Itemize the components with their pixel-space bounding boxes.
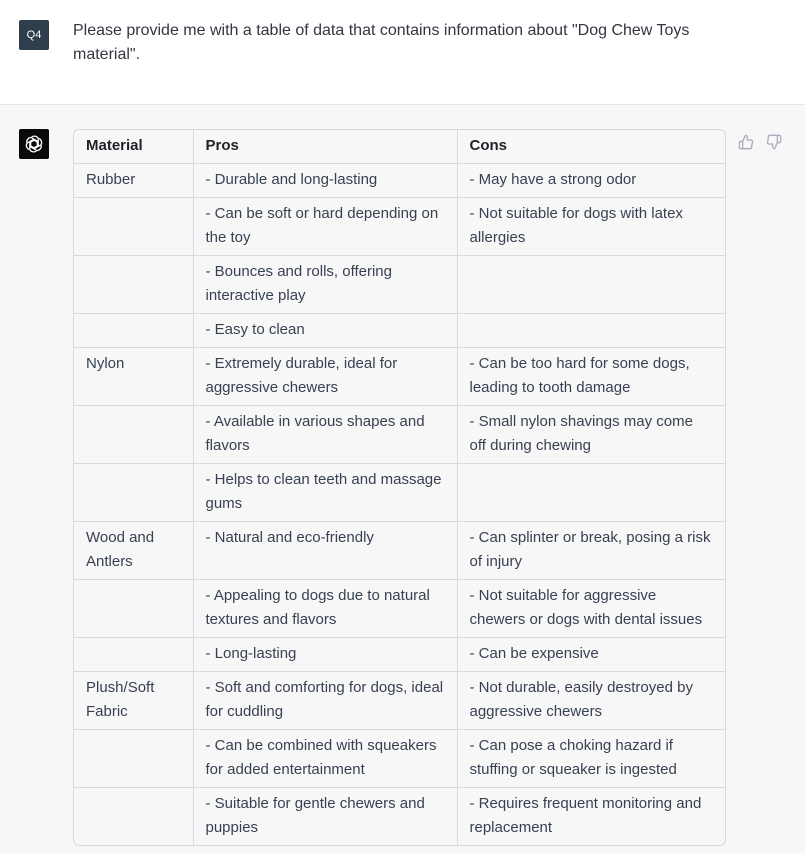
cell-pros: - Soft and comforting for dogs, ideal for cuddling <box>193 672 457 730</box>
table-row <box>74 464 725 522</box>
assistant-response-table <box>73 129 726 846</box>
table-row <box>74 522 725 580</box>
table-row <box>74 164 725 198</box>
cell-cons: - Not suitable for dogs with latex allergies <box>457 198 725 256</box>
cell-pros: - Can be soft or hard depending on the toy <box>193 198 457 256</box>
cell-pros: - Durable and long-lasting <box>193 164 457 198</box>
cell-pros: - Helps to clean teeth and massage gums <box>193 464 457 522</box>
header-material: Material <box>74 130 193 164</box>
cell-material <box>74 788 193 846</box>
cell-cons: - Not durable, easily destroyed by aggressive chewers <box>457 672 725 730</box>
user-avatar: Q4 <box>19 20 49 50</box>
materials-table <box>74 130 725 845</box>
cell-cons <box>457 256 725 314</box>
user-message-row <box>0 0 805 105</box>
cell-cons <box>457 464 725 522</box>
thumbs-up-icon[interactable] <box>736 132 756 152</box>
table-row <box>74 672 725 730</box>
cell-pros: - Suitable for gentle chewers and puppies <box>193 788 457 846</box>
cell-pros: - Long-lasting <box>193 638 457 672</box>
cell-material <box>74 198 193 256</box>
cell-cons: - Can be too hard for some dogs, leading to tooth damage <box>457 348 725 406</box>
table-header-row <box>74 130 725 164</box>
table-row <box>74 580 725 638</box>
cell-material <box>74 314 193 348</box>
cell-cons: - Can splinter or break, posing a risk of injury <box>457 522 725 580</box>
cell-material <box>74 464 193 522</box>
user-message-text: Please provide me with a table of data that contains information about "Dog Chew Toys material". <box>73 22 690 63</box>
cell-pros: - Extremely durable, ideal for aggressive chewers <box>193 348 457 406</box>
thumbs-down-icon[interactable] <box>764 132 784 152</box>
header-pros: Pros <box>193 130 457 164</box>
cell-material <box>74 580 193 638</box>
cell-cons: - Requires frequent monitoring and replacement <box>469 795 702 836</box>
cell-cons: - Small nylon shavings may come off during chewing <box>457 406 725 464</box>
cell-material: Plush/Soft Fabric <box>74 672 193 730</box>
cell-cons: - May have a strong odor <box>457 164 725 198</box>
cell-cons <box>457 314 725 348</box>
openai-logo-icon <box>19 129 49 159</box>
cell-cons: - Not suitable for aggressive chewers or dogs with dental issues <box>457 580 725 638</box>
table-row <box>74 788 725 846</box>
header-cons: Cons <box>457 130 725 164</box>
cell-material <box>74 406 193 464</box>
cell-cons: - Can pose a choking hazard if stuffing or squeaker is ingested <box>457 730 725 788</box>
cell-material <box>74 256 193 314</box>
table-row <box>74 406 725 464</box>
table-row <box>74 638 725 672</box>
cell-pros: - Easy to clean <box>193 314 457 348</box>
cell-material: Wood and Antlers <box>74 522 193 580</box>
cell-pros: - Available in various shapes and flavors <box>193 406 457 464</box>
cell-cons: - Can be expensive <box>457 638 725 672</box>
cell-material: Rubber <box>74 164 193 198</box>
table-row <box>74 730 725 788</box>
table-row <box>74 256 725 314</box>
cell-pros: - Bounces and rolls, offering interactive play <box>193 256 457 314</box>
table-row <box>74 348 725 406</box>
cell-pros: - Can be combined with squeakers for added entertainment <box>193 730 457 788</box>
table-row <box>74 314 725 348</box>
cell-material <box>74 638 193 672</box>
cell-pros: - Appealing to dogs due to natural textures and flavors <box>193 580 457 638</box>
table-row <box>74 198 725 256</box>
cell-material: Nylon <box>74 348 193 406</box>
cell-pros: - Natural and eco-friendly <box>193 522 457 580</box>
cell-material <box>74 730 193 788</box>
